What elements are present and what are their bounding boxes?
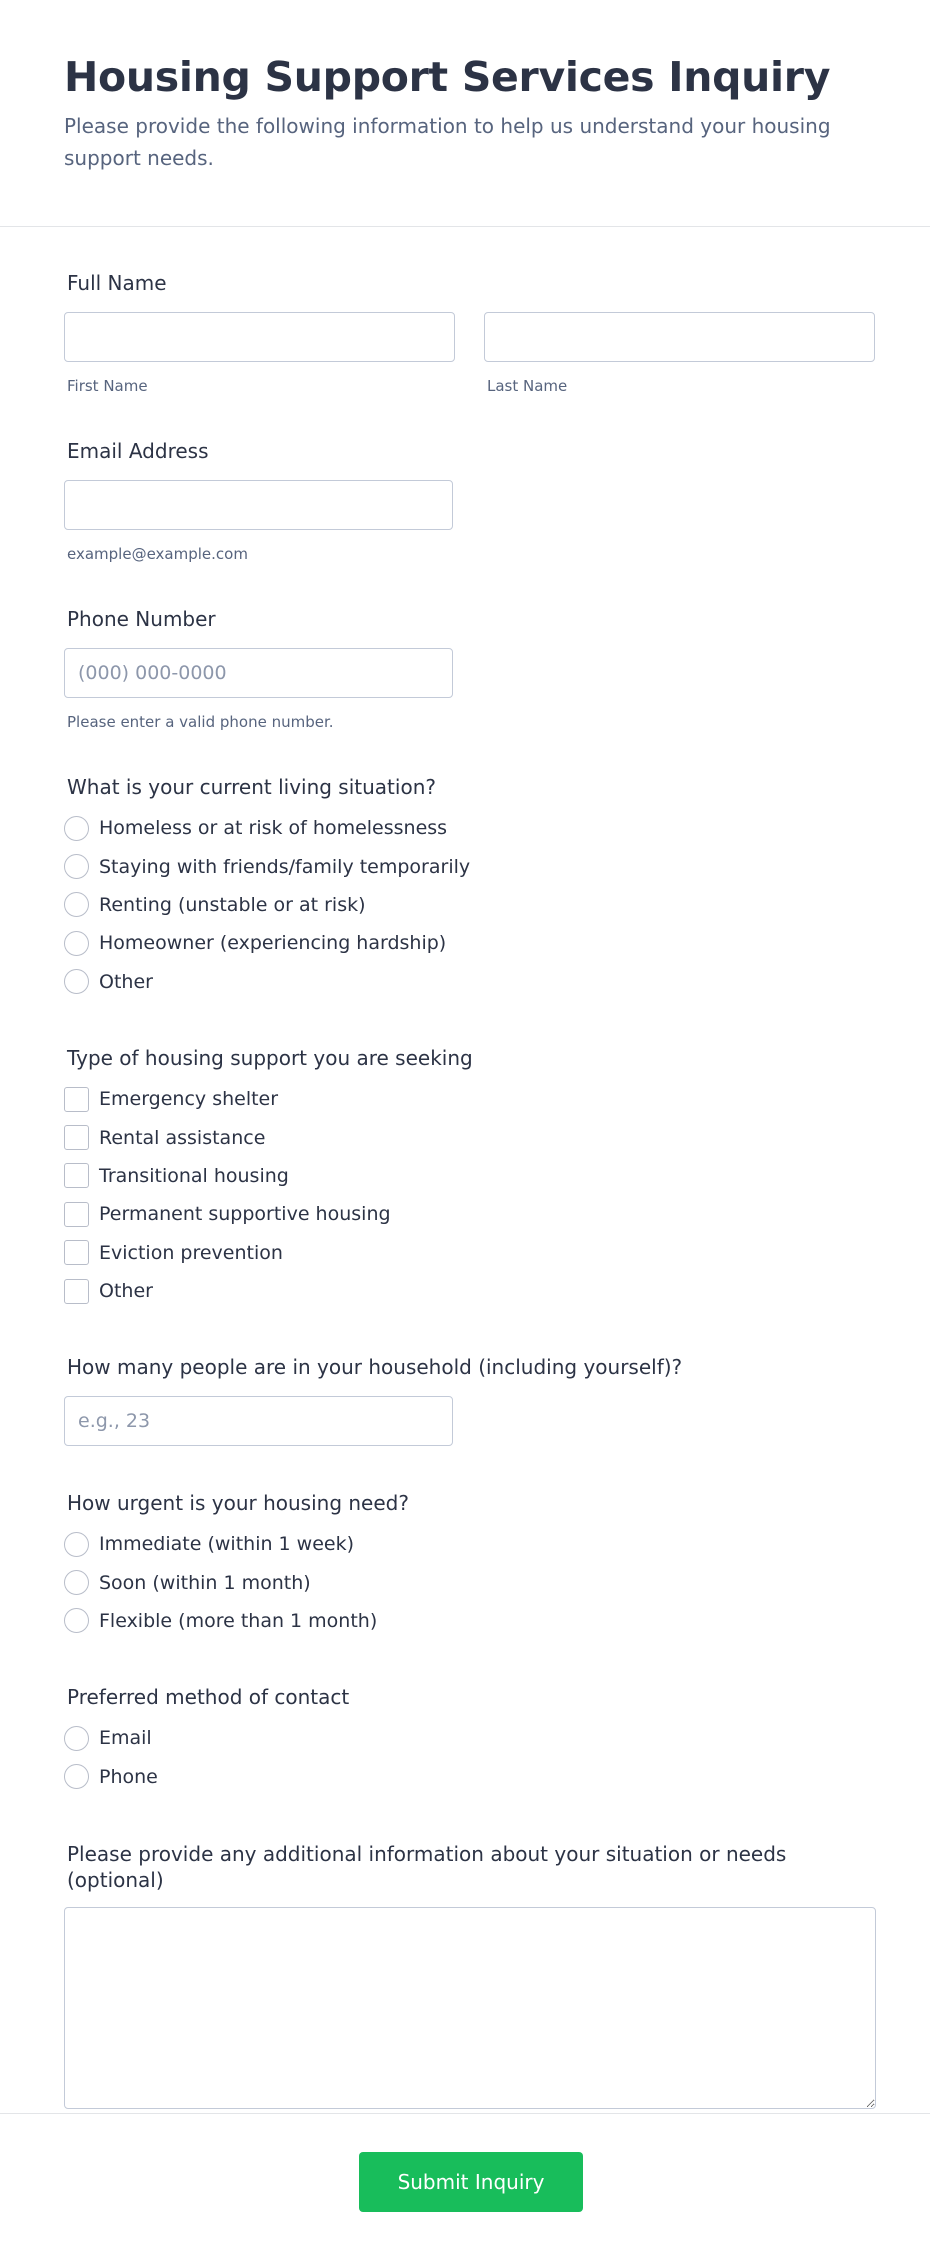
living-situation-options bbox=[64, 809, 884, 1001]
last-name-input[interactable] bbox=[484, 312, 875, 362]
living-option[interactable] bbox=[64, 847, 884, 885]
contact-option[interactable] bbox=[64, 1719, 884, 1757]
living-option[interactable] bbox=[64, 963, 884, 1001]
option-label: Renting (unstable or at risk) bbox=[99, 893, 366, 916]
radio-button[interactable] bbox=[64, 931, 89, 956]
radio-button[interactable] bbox=[64, 816, 89, 841]
checkbox[interactable] bbox=[64, 1125, 89, 1150]
phone-field bbox=[64, 606, 454, 732]
first-name-sublabel: First Name bbox=[67, 377, 148, 395]
checkbox[interactable] bbox=[64, 1163, 89, 1188]
radio-button[interactable] bbox=[64, 1726, 89, 1751]
additional-info-label: Please provide any additional information about your situation or needs (optional) bbox=[67, 1842, 787, 1892]
email-label: Email Address bbox=[67, 439, 209, 463]
option-label: Flexible (more than 1 month) bbox=[99, 1609, 378, 1632]
page-description: Please provide the following information to help us understand your housing support needs. bbox=[64, 114, 831, 170]
page-title: Housing Support Services Inquiry bbox=[64, 53, 831, 101]
form-footer bbox=[0, 2113, 930, 2262]
household-field bbox=[64, 1354, 884, 1446]
email-sublabel: example@example.com bbox=[67, 545, 248, 563]
radio-button[interactable] bbox=[64, 854, 89, 879]
radio-button[interactable] bbox=[64, 969, 89, 994]
option-label: Email bbox=[99, 1727, 152, 1750]
last-name-group bbox=[484, 312, 875, 396]
full-name-label: Full Name bbox=[67, 271, 167, 295]
radio-button[interactable] bbox=[64, 1532, 89, 1557]
contact-method-label: Preferred method of contact bbox=[67, 1685, 350, 1709]
option-label: Immediate (within 1 week) bbox=[99, 1533, 355, 1556]
radio-button[interactable] bbox=[64, 1570, 89, 1595]
option-label: Staying with friends/family temporarily bbox=[99, 855, 471, 878]
contact-option[interactable] bbox=[64, 1757, 884, 1795]
option-label: Phone bbox=[99, 1765, 158, 1788]
full-name-field bbox=[64, 270, 167, 296]
support-option[interactable] bbox=[64, 1272, 884, 1310]
option-label: Emergency shelter bbox=[99, 1088, 279, 1111]
email-field bbox=[64, 438, 454, 564]
urgency-option[interactable] bbox=[64, 1563, 884, 1601]
email-input[interactable] bbox=[64, 480, 453, 530]
additional-info-field bbox=[64, 1841, 884, 2109]
additional-info-textarea[interactable] bbox=[64, 1907, 876, 2109]
checkbox[interactable] bbox=[64, 1087, 89, 1112]
radio-button[interactable] bbox=[64, 892, 89, 917]
radio-button[interactable] bbox=[64, 1608, 89, 1633]
support-type-options bbox=[64, 1080, 884, 1310]
phone-input[interactable] bbox=[64, 648, 453, 698]
first-name-group bbox=[64, 312, 455, 396]
checkbox[interactable] bbox=[64, 1202, 89, 1227]
option-label: Homeless or at risk of homelessness bbox=[99, 817, 448, 840]
support-option[interactable] bbox=[64, 1234, 884, 1272]
living-option[interactable] bbox=[64, 924, 884, 962]
support-option[interactable] bbox=[64, 1195, 884, 1233]
support-option[interactable] bbox=[64, 1080, 884, 1118]
urgency-options bbox=[64, 1525, 884, 1640]
household-input[interactable] bbox=[64, 1396, 453, 1446]
option-label: Homeowner (experiencing hardship) bbox=[99, 932, 447, 955]
living-situation-field bbox=[64, 774, 884, 1001]
checkbox[interactable] bbox=[64, 1279, 89, 1304]
phone-label: Phone Number bbox=[67, 607, 216, 631]
option-label: Soon (within 1 month) bbox=[99, 1571, 311, 1594]
option-label: Transitional housing bbox=[99, 1164, 289, 1187]
urgency-option[interactable] bbox=[64, 1525, 884, 1563]
support-option[interactable] bbox=[64, 1157, 884, 1195]
urgency-label: How urgent is your housing need? bbox=[67, 1491, 409, 1515]
checkbox[interactable] bbox=[64, 1240, 89, 1265]
contact-method-field bbox=[64, 1684, 884, 1796]
living-situation-label: What is your current living situation? bbox=[67, 775, 436, 799]
urgency-option[interactable] bbox=[64, 1602, 884, 1640]
option-label: Eviction prevention bbox=[99, 1241, 283, 1264]
support-option[interactable] bbox=[64, 1118, 884, 1156]
living-option[interactable] bbox=[64, 886, 884, 924]
submit-button[interactable]: Submit Inquiry bbox=[359, 2152, 583, 2212]
option-label: Permanent supportive housing bbox=[99, 1203, 391, 1226]
last-name-sublabel: Last Name bbox=[487, 377, 568, 395]
option-label: Other bbox=[99, 970, 153, 993]
contact-method-options bbox=[64, 1719, 884, 1796]
option-label: Rental assistance bbox=[99, 1126, 266, 1149]
header bbox=[0, 0, 930, 227]
household-label: How many people are in your household (including yourself)? bbox=[67, 1355, 683, 1379]
phone-sublabel: Please enter a valid phone number. bbox=[67, 713, 334, 731]
urgency-field bbox=[64, 1490, 884, 1640]
support-type-label: Type of housing support you are seeking bbox=[67, 1046, 473, 1070]
living-option[interactable] bbox=[64, 809, 884, 847]
support-type-field bbox=[64, 1045, 884, 1310]
option-label: Other bbox=[99, 1280, 153, 1303]
radio-button[interactable] bbox=[64, 1764, 89, 1789]
first-name-input[interactable] bbox=[64, 312, 455, 362]
